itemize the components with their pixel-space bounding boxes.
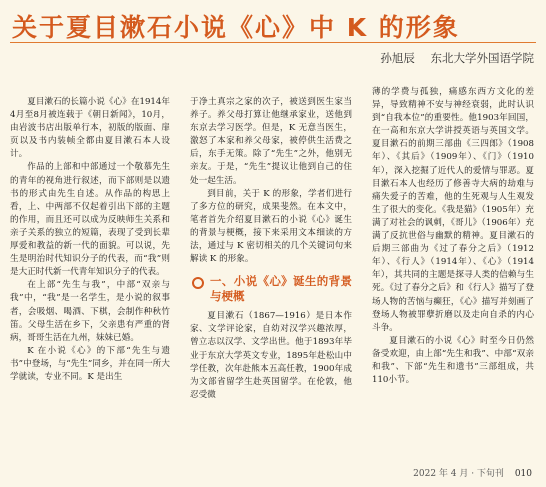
page-footer xyxy=(413,466,532,479)
paragraph: 在上部“先生与我”，中部“双亲与我”中，“我”是一名学生，是小说的叙事者，会吸烟、喝酒、下棋，会制作种秋竹笛。父母生活在乡下，父亲患有严重的肾病，哥哥生活在九州，妹妹已婚。 xyxy=(10,280,170,343)
paragraph: 作品的上部和中部通过一个敬慕先生的青年的视角进行叙述，而下部则是以遗书的形式由先生自述。从作品的构思上看，上、中两部不仅起着引出下部的主题的作用，而且还可以成为反映师生关系和亲子关系的独立的短篇，表现了受到长辈厚爱和教益的新一代的面貌。可以说，先生是明治时代知识分子的代表，而“我”则是大正时代新一代青年知识分子的代表。 xyxy=(10,162,170,278)
paragraph: 夏目漱石的长篇小说《心》在1914年4月至8月被连载于《朝日新闻》，10月，由岩波书店出版单行本，初版的版面、扉页以及书内装帧全都由夏目漱石本人设计。 xyxy=(10,97,170,160)
byline xyxy=(368,50,534,66)
text-column-1 xyxy=(10,96,170,384)
paragraph: 于净土真宗之家的次子，被送到医生家当养子。养父母打算让他继承家业，送他到东京去学习医学。但是，K 无意当医生，激怒了本家和养父母家，被停供生活费之后，东手无策。除了“先生”之外，他别无亲友。于是，“先生”提议让他到自己的住处一起生活。 xyxy=(190,97,352,186)
page-number: 010 xyxy=(514,469,532,479)
paragraph: K 在小说《心》的下部“先生与遗书”中登场，与“先生”同乡，并在同一所大学就读，专业不同。K 是出生 xyxy=(10,345,170,382)
paragraph: 夏目漱石的小说《心》时至今日仍然备受欢迎，由上部“先生和我”、中部“双亲和我”、下部“先生和遗书”三部组成，共110小节。 xyxy=(372,335,534,386)
paragraph: 薄的学费与孤独，痛感东西方文化的差异，导致精神不安与神经衰弱，此时认识到“自我本位”的重要性。他1903年回国，在一高和东京大学讲授英语与英国文学。夏目漱石的前期三部曲《三四郎》（1908年）、《其后》（1909年）、《门》（1910年），深入挖掘了近代人的爱情与罪恶。夏目漱石本人也经历了修善寺大病的劫难与痛失爱子的苦难，他的生死观与人生观发生了很大的变化。《我是猫》（1905年）充满了对社会的讽刺，《哥儿》（1906年）充满了反抗世俗与幽默的精神。夏目漱石的后期三部曲为《过了春分之后》（1912年）、《行人》（1914年）、《心》（1914年），其共同的主题是探寻人类的信赖与生死。《过了春分之后》和《行人》描写了登场人物的苦恼与癫狂，《心》描写并刻画了登场人物被罪孽折磨以及走向自杀的内心斗争。 xyxy=(372,87,534,333)
article-title: 关于夏目漱石小说《心》中 K 的形象 xyxy=(12,13,460,42)
text-column-2 xyxy=(190,96,352,402)
circle-bullet-icon xyxy=(192,277,204,289)
section-heading xyxy=(190,274,352,304)
title-divider xyxy=(10,42,536,43)
author-name: 孙旭辰 xyxy=(380,51,415,65)
issue-date: 2022 年 4 月 · 下旬刊 xyxy=(413,469,504,479)
paragraph: 夏目漱石（1867—1916）是日本作家、文学评论家，自幼对汉学兴趣浓厚，曾立志以汉学、文学出世。他于1893年毕业于东京大学英文专业，1895年赴松山中学任教，次年赴熊本五高任教，1900年成为文部省留学生赴英国留学。在伦敦，他忍受微 xyxy=(190,311,352,400)
paragraph: 到目前，关于 K 的形象，学者们进行了多方位的研究，成果斐然。在本文中，笔者首先介绍夏目漱石的小说《心》诞生的背景与梗概，接下来采用文本细读的方法，通过与 K 密切相关的几个关键词句来解读 K 的形象。 xyxy=(190,188,352,265)
section-heading-text: 一、小说《心》诞生的背景与梗概 xyxy=(210,274,352,304)
author-affiliation: 东北大学外国语学院 xyxy=(430,51,534,65)
text-column-3 xyxy=(372,86,534,387)
